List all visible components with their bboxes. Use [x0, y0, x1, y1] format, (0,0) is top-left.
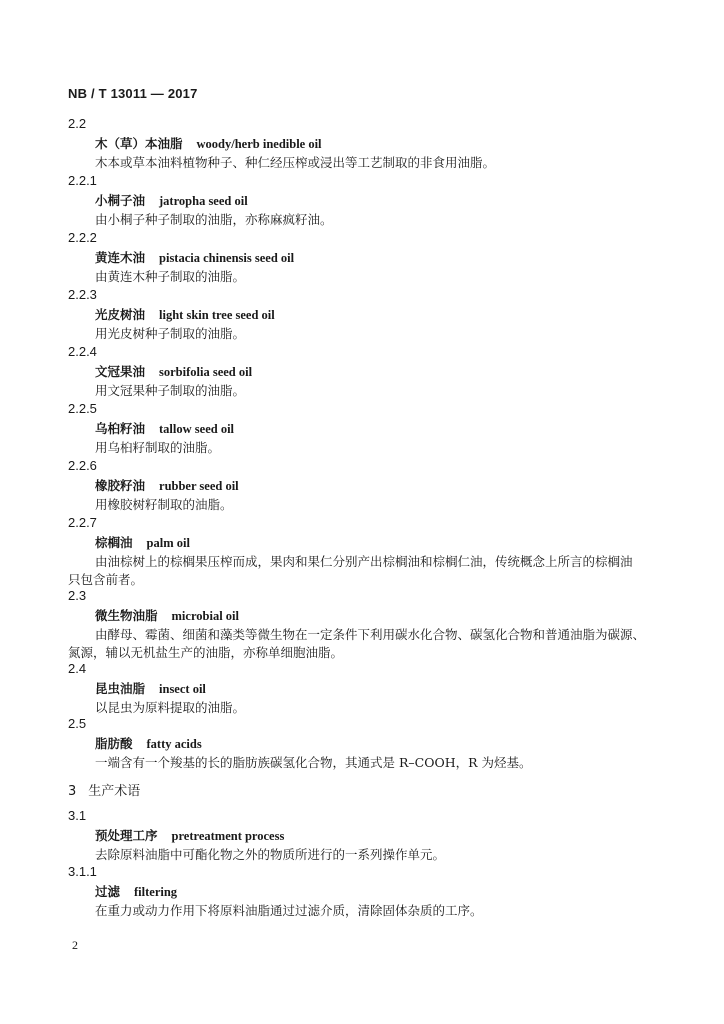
clause-number: 2.2.4: [68, 344, 97, 359]
term-zh: 乌桕籽油: [95, 421, 146, 436]
clause-number: 2.2.5: [68, 401, 97, 416]
clause-number: 2.2.2: [68, 230, 97, 245]
section-title: 生产术语: [88, 784, 141, 799]
term-heading: [95, 734, 202, 752]
term-zh: 预处理工序: [95, 828, 158, 843]
term-zh: 黄连木油: [95, 250, 146, 265]
term-definition: 用文冠果种子制取的油脂。: [95, 383, 246, 398]
clause-number: 3.1: [68, 808, 87, 823]
term-heading: [95, 305, 275, 323]
clause-number: 2.4: [68, 661, 87, 676]
page-number: 2: [72, 938, 78, 952]
term-zh: 橡胶籽油: [95, 478, 146, 493]
term-definition-continued: 只包含前者。: [68, 572, 144, 587]
term-heading: [95, 134, 322, 152]
term-heading: [95, 362, 252, 380]
term-definition: 在重力或动力作用下将原料油脂通过过滤介质，清除固体杂质的工序。: [95, 903, 483, 918]
clause-number: 2.2: [68, 116, 87, 131]
term-en: woody/herb inedible oil: [196, 137, 322, 151]
term-en: rubber seed oil: [159, 479, 239, 493]
clause-number: 2.2.6: [68, 458, 97, 473]
term-zh: 棕榈油: [95, 535, 133, 550]
document-header: NB / T 13011 — 2017: [68, 86, 198, 101]
clause-number: 2.2.1: [68, 173, 97, 188]
term-zh: 文冠果油: [95, 364, 146, 379]
term-definition-continued: 氮源，辅以无机盐生产的油脂，亦称单细胞油脂。: [68, 645, 344, 660]
term-zh: 小桐子油: [95, 193, 146, 208]
term-heading: [95, 476, 239, 494]
term-zh: 昆虫油脂: [95, 681, 146, 696]
term-definition: 一端含有一个羧基的长的脂肪族碳氢化合物，其通式是 R–COOH，R 为烃基。: [95, 755, 532, 770]
term-definition: 木本或草本油料植物种子、种仁经压榨或浸出等工艺制取的非食用油脂。: [95, 155, 496, 170]
term-heading: [95, 882, 177, 900]
term-heading: [95, 606, 239, 624]
term-en: tallow seed oil: [159, 422, 235, 436]
term-definition: 用光皮树种子制取的油脂。: [95, 326, 246, 341]
term-heading: [95, 191, 248, 209]
term-en: insect oil: [159, 682, 206, 696]
term-en: microbial oil: [171, 609, 239, 623]
term-definition: 由黄连木种子制取的油脂。: [95, 269, 246, 284]
term-definition: 以昆虫为原料提取的油脂。: [95, 700, 246, 715]
term-en: fatty acids: [146, 737, 202, 751]
term-definition: 由酵母、霉菌、细菌和藻类等微生物在一定条件下利用碳水化合物、碳氢化合物和普通油脂为碳源、: [95, 627, 646, 642]
term-zh: 光皮树油: [95, 307, 146, 322]
section-number: 3: [68, 784, 77, 799]
term-heading: [95, 679, 206, 697]
clause-number: 2.2.3: [68, 287, 97, 302]
term-definition: 由小桐子种子制取的油脂，亦称麻疯籽油。: [95, 212, 333, 227]
term-definition: 去除原料油脂中可酯化物之外的物质所进行的一系列操作单元。: [95, 847, 446, 862]
term-zh: 木（草）本油脂: [95, 136, 183, 151]
term-en: pistacia chinensis seed oil: [159, 251, 295, 265]
term-heading: [95, 826, 284, 844]
term-heading: [95, 419, 234, 437]
term-en: jatropha seed oil: [159, 194, 248, 208]
term-en: filtering: [134, 885, 178, 899]
section-heading: [68, 780, 140, 799]
term-zh: 过滤: [95, 884, 121, 899]
term-en: palm oil: [146, 536, 190, 550]
term-heading: [95, 533, 190, 551]
term-heading: [95, 248, 294, 266]
term-zh: 微生物油脂: [95, 608, 158, 623]
clause-number: 3.1.1: [68, 864, 97, 879]
term-en: sorbifolia seed oil: [159, 365, 253, 379]
clause-number: 2.2.7: [68, 515, 97, 530]
term-definition: 用乌桕籽制取的油脂。: [95, 440, 221, 455]
term-zh: 脂肪酸: [95, 736, 133, 751]
clause-number: 2.3: [68, 588, 87, 603]
term-definition: 用橡胶树籽制取的油脂。: [95, 497, 233, 512]
term-en: light skin tree seed oil: [159, 308, 275, 322]
term-definition: 由油棕树上的棕榈果压榨而成，果肉和果仁分别产出棕榈油和棕榈仁油，传统概念上所言的棕榈油: [95, 554, 633, 569]
term-en: pretreatment process: [171, 829, 285, 843]
clause-number: 2.5: [68, 716, 87, 731]
